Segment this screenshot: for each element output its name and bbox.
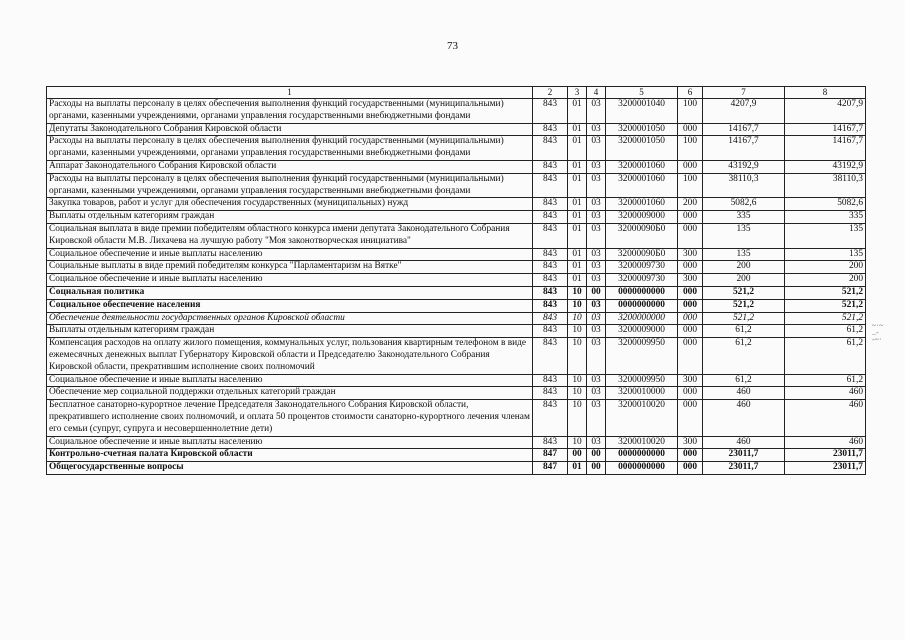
row-vr: 000: [678, 387, 703, 400]
row-pr: 03: [587, 374, 606, 387]
row-vr: 100: [678, 99, 703, 124]
table-row: [47, 449, 866, 462]
row-sum-2: 14167,7: [785, 136, 866, 161]
table-row: [47, 462, 866, 475]
row-vr: 000: [678, 223, 703, 248]
row-sum-2: 61,2: [785, 325, 866, 338]
row-name: Бесплатное санаторно-курортное лечение Председателя Законодательного Собрания Кировской области, прекратившего исполнение своих полномочий, и оплата 50 процентов стоимости санаторно-курортного лечения членам его семьи (супруг, супруга и несовершеннолетние дети): [47, 400, 533, 436]
row-ved: 843: [533, 338, 568, 374]
row-sum-2: 61,2: [785, 374, 866, 387]
row-ved: 843: [533, 248, 568, 261]
row-csr: 3200009950: [606, 338, 678, 374]
row-csr: 3200009000: [606, 211, 678, 224]
table-row: [47, 248, 866, 261]
table-row: [47, 173, 866, 198]
row-rz: 01: [568, 198, 587, 211]
row-sum-1: 61,2: [703, 338, 785, 374]
row-ved: 843: [533, 123, 568, 136]
row-sum-2: 23011,7: [785, 449, 866, 462]
row-sum-1: 4207,9: [703, 99, 785, 124]
row-sum-2: 14167,7: [785, 123, 866, 136]
row-csr: 0000000000: [606, 449, 678, 462]
row-rz: 01: [568, 99, 587, 124]
row-sum-1: 200: [703, 261, 785, 274]
row-csr: 3200001060: [606, 173, 678, 198]
row-sum-2: 521,2: [785, 286, 866, 299]
row-name: Расходы на выплаты персоналу в целях обеспечения выполнения функций государственными (муниципальными) органами, казенными учреждениями, органами управления государственными внебюджетными фондами: [47, 136, 533, 161]
row-pr: 03: [587, 211, 606, 224]
row-name: Депутаты Законодательного Собрания Кировской области: [47, 123, 533, 136]
row-pr: 00: [587, 462, 606, 475]
margin-scribble: ~·~ ..- -~·: [872, 321, 884, 344]
header-col-3: 3: [568, 87, 587, 99]
row-sum-2: 38110,3: [785, 173, 866, 198]
row-name: Расходы на выплаты персоналу в целях обеспечения выполнения функций государственными (муниципальными) органами, казенными учреждениями, органами управления государственными внебюджетными фондами: [47, 99, 533, 124]
row-csr: 32000090Б0: [606, 248, 678, 261]
row-pr: 03: [587, 436, 606, 449]
row-sum-2: 460: [785, 436, 866, 449]
row-rz: 01: [568, 136, 587, 161]
row-sum-1: 460: [703, 436, 785, 449]
row-ved: 843: [533, 436, 568, 449]
row-sum-1: 135: [703, 223, 785, 248]
row-csr: 0000000000: [606, 462, 678, 475]
row-name: Социальная выплата в виде премии победителям областного конкурса имени депутата Законодательного Собрания Кировской области М.В. Лихачева на лучшую работу "Моя законотворческая инициатива": [47, 223, 533, 248]
table-row: [47, 261, 866, 274]
row-pr: 03: [587, 274, 606, 287]
row-sum-2: 200: [785, 261, 866, 274]
row-ved: 843: [533, 286, 568, 299]
row-sum-2: 521,2: [785, 299, 866, 312]
row-pr: 03: [587, 123, 606, 136]
row-name: Аппарат Законодательного Собрания Кировской области: [47, 160, 533, 173]
row-rz: 01: [568, 123, 587, 136]
row-vr: 000: [678, 211, 703, 224]
row-rz: 10: [568, 400, 587, 436]
row-vr: 000: [678, 400, 703, 436]
row-vr: 200: [678, 198, 703, 211]
row-ved: 843: [533, 325, 568, 338]
row-sum-1: 23011,7: [703, 449, 785, 462]
header-col-7: 7: [703, 87, 785, 99]
row-ved: 843: [533, 312, 568, 325]
table-row: [47, 274, 866, 287]
table-row: [47, 312, 866, 325]
row-sum-2: 521,2: [785, 312, 866, 325]
row-pr: 03: [587, 136, 606, 161]
row-name: Выплаты отдельным категориям граждан: [47, 211, 533, 224]
row-name: Обеспечение деятельности государственных органов Кировской области: [47, 312, 533, 325]
row-ved: 843: [533, 387, 568, 400]
row-rz: 01: [568, 173, 587, 198]
row-sum-2: 61,2: [785, 338, 866, 374]
row-vr: 100: [678, 136, 703, 161]
row-csr: 3200001050: [606, 136, 678, 161]
row-csr: 3200010000: [606, 387, 678, 400]
row-pr: 03: [587, 248, 606, 261]
row-sum-1: 521,2: [703, 286, 785, 299]
row-vr: 000: [678, 123, 703, 136]
row-name: Расходы на выплаты персоналу в целях обеспечения выполнения функций государственными (муниципальными) органами, казенными учреждениями, органами управления государственными внебюджетными фондами: [47, 173, 533, 198]
row-ved: 843: [533, 99, 568, 124]
row-vr: 300: [678, 436, 703, 449]
header-col-4: 4: [587, 87, 606, 99]
row-csr: 3200009950: [606, 374, 678, 387]
row-sum-1: 200: [703, 274, 785, 287]
table-body: [47, 99, 866, 475]
row-pr: 03: [587, 173, 606, 198]
row-rz: 01: [568, 211, 587, 224]
row-pr: 03: [587, 312, 606, 325]
row-vr: 000: [678, 338, 703, 374]
row-name: Контрольно-счетная палата Кировской области: [47, 449, 533, 462]
row-vr: 000: [678, 312, 703, 325]
row-ved: 847: [533, 449, 568, 462]
row-vr: 300: [678, 374, 703, 387]
row-vr: 000: [678, 261, 703, 274]
row-rz: 01: [568, 261, 587, 274]
row-ved: 843: [533, 160, 568, 173]
row-vr: 000: [678, 462, 703, 475]
table-row: [47, 160, 866, 173]
header-col-8: 8: [785, 87, 866, 99]
row-name: Социальное обеспечение населения: [47, 299, 533, 312]
row-pr: 00: [587, 286, 606, 299]
row-sum-2: 460: [785, 400, 866, 436]
row-sum-1: 521,2: [703, 312, 785, 325]
row-pr: 03: [587, 387, 606, 400]
row-pr: 00: [587, 449, 606, 462]
row-name: Обеспечение мер социальной поддержки отдельных категорий граждан: [47, 387, 533, 400]
row-sum-2: 335: [785, 211, 866, 224]
row-ved: 843: [533, 211, 568, 224]
row-ved: 847: [533, 462, 568, 475]
row-sum-1: 61,2: [703, 374, 785, 387]
row-sum-1: 14167,7: [703, 123, 785, 136]
table-row: [47, 436, 866, 449]
row-ved: 843: [533, 400, 568, 436]
table-row: [47, 400, 866, 436]
row-rz: 10: [568, 338, 587, 374]
row-sum-2: 23011,7: [785, 462, 866, 475]
row-pr: 03: [587, 198, 606, 211]
table-row: [47, 374, 866, 387]
row-ved: 843: [533, 299, 568, 312]
row-rz: 00: [568, 449, 587, 462]
row-rz: 10: [568, 325, 587, 338]
row-pr: 03: [587, 99, 606, 124]
row-ved: 843: [533, 136, 568, 161]
row-rz: 10: [568, 436, 587, 449]
row-name: Общегосударственные вопросы: [47, 462, 533, 475]
row-ved: 843: [533, 261, 568, 274]
row-pr: 03: [587, 223, 606, 248]
row-sum-1: 521,2: [703, 299, 785, 312]
row-rz: 01: [568, 160, 587, 173]
row-sum-2: 135: [785, 248, 866, 261]
row-ved: 843: [533, 374, 568, 387]
row-csr: 3200000000: [606, 312, 678, 325]
row-vr: 000: [678, 325, 703, 338]
row-name: Социальные выплаты в виде премий победителям конкурса "Парламентаризм на Вятке": [47, 261, 533, 274]
header-col-5: 5: [606, 87, 678, 99]
row-vr: 100: [678, 173, 703, 198]
row-vr: 000: [678, 299, 703, 312]
row-name: Социальное обеспечение и иные выплаты населению: [47, 374, 533, 387]
table-row: [47, 211, 866, 224]
row-ved: 843: [533, 173, 568, 198]
row-sum-1: 23011,7: [703, 462, 785, 475]
row-sum-1: 61,2: [703, 325, 785, 338]
row-csr: 32000090Б0: [606, 223, 678, 248]
row-sum-2: 4207,9: [785, 99, 866, 124]
budget-table: [46, 86, 866, 475]
row-sum-1: 5082,6: [703, 198, 785, 211]
row-name: Компенсация расходов на оплату жилого помещения, коммунальных услуг, пользования квартирным телефоном в виде ежемесячных денежных выплат Губернатору Кировской области и Председателю Законодательного Собрания Кировской области, прекратившим исполнение своих полномочий: [47, 338, 533, 374]
row-name: Закупка товаров, работ и услуг для обеспечения государственных (муниципальных) нужд: [47, 198, 533, 211]
row-pr: 03: [587, 160, 606, 173]
row-pr: 03: [587, 299, 606, 312]
row-sum-2: 460: [785, 387, 866, 400]
row-name: Социальное обеспечение и иные выплаты населению: [47, 274, 533, 287]
row-vr: 300: [678, 248, 703, 261]
table-row: [47, 325, 866, 338]
row-sum-2: 43192,9: [785, 160, 866, 173]
row-vr: 000: [678, 449, 703, 462]
row-sum-1: 43192,9: [703, 160, 785, 173]
row-rz: 10: [568, 387, 587, 400]
header-col-6: 6: [678, 87, 703, 99]
header-col-1: 1: [47, 87, 533, 99]
row-rz: 01: [568, 248, 587, 261]
table-row: [47, 338, 866, 374]
row-sum-2: 5082,6: [785, 198, 866, 211]
table-row: [47, 387, 866, 400]
row-csr: 3200010020: [606, 436, 678, 449]
row-name: Социальная политика: [47, 286, 533, 299]
row-ved: 843: [533, 274, 568, 287]
row-sum-1: 135: [703, 248, 785, 261]
row-pr: 03: [587, 338, 606, 374]
row-csr: 3200009000: [606, 325, 678, 338]
row-rz: 10: [568, 286, 587, 299]
row-csr: 3200001060: [606, 198, 678, 211]
row-rz: 10: [568, 299, 587, 312]
row-sum-2: 200: [785, 274, 866, 287]
row-csr: 3200001040: [606, 99, 678, 124]
row-vr: 000: [678, 286, 703, 299]
row-csr: 0000000000: [606, 299, 678, 312]
row-rz: 10: [568, 374, 587, 387]
row-sum-1: 460: [703, 400, 785, 436]
row-sum-1: 14167,7: [703, 136, 785, 161]
row-csr: 3200009730: [606, 274, 678, 287]
table-row: [47, 299, 866, 312]
row-pr: 03: [587, 261, 606, 274]
row-csr: 3200009730: [606, 261, 678, 274]
row-ved: 843: [533, 198, 568, 211]
row-rz: 01: [568, 462, 587, 475]
row-pr: 03: [587, 325, 606, 338]
row-rz: 01: [568, 274, 587, 287]
row-sum-2: 135: [785, 223, 866, 248]
row-rz: 10: [568, 312, 587, 325]
row-name: Выплаты отдельным категориям граждан: [47, 325, 533, 338]
row-vr: 000: [678, 160, 703, 173]
row-sum-1: 335: [703, 211, 785, 224]
table-row: [47, 223, 866, 248]
row-sum-1: 460: [703, 387, 785, 400]
row-ved: 843: [533, 223, 568, 248]
row-csr: 3200001060: [606, 160, 678, 173]
table-row: [47, 286, 866, 299]
table-row: [47, 198, 866, 211]
row-csr: 3200001050: [606, 123, 678, 136]
table-header-row: [47, 87, 866, 99]
row-csr: 3200010020: [606, 400, 678, 436]
row-vr: 300: [678, 274, 703, 287]
table-row: [47, 136, 866, 161]
row-pr: 03: [587, 400, 606, 436]
row-name: Социальное обеспечение и иные выплаты населению: [47, 436, 533, 449]
header-col-2: 2: [533, 87, 568, 99]
row-rz: 01: [568, 223, 587, 248]
row-csr: 0000000000: [606, 286, 678, 299]
page-number: 73: [447, 40, 458, 52]
row-sum-1: 38110,3: [703, 173, 785, 198]
table-row: [47, 123, 866, 136]
table-row: [47, 99, 866, 124]
row-name: Социальное обеспечение и иные выплаты населению: [47, 248, 533, 261]
